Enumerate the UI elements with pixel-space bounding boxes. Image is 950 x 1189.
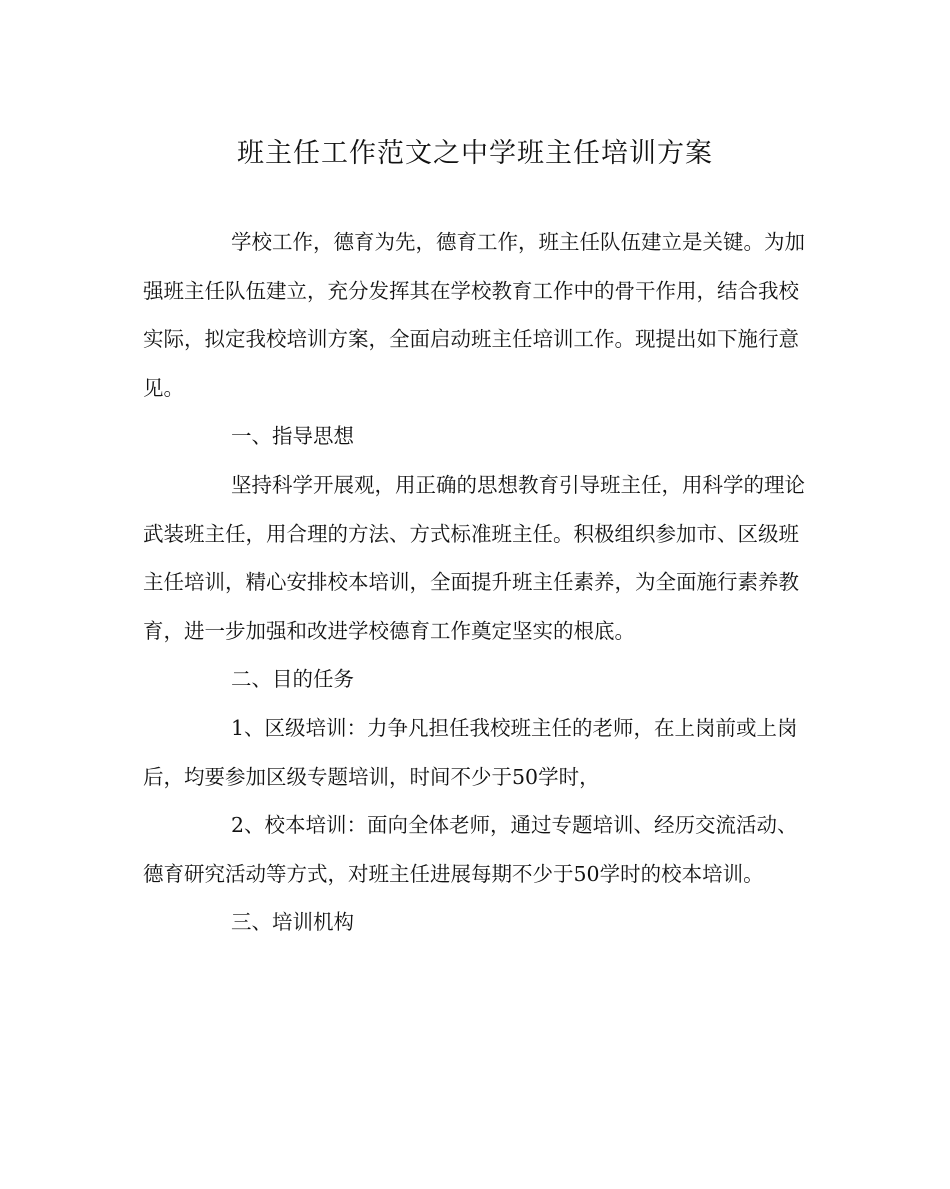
section-heading-goals-tasks: 二、目的任务 bbox=[231, 667, 354, 692]
document-body bbox=[143, 218, 807, 947]
paragraph-guiding-ideology: 坚持科学开展观，用正确的思想教育引导班主任，用科学的理论武装班主任，用合理的方法、方式标准班主任。积极组织参加市、区级班主任培训，精心安排校本培训，全面提升班主任素养，为全面施行素养教育，进一步加强和改进学校德育工作奠定坚实的根底。 bbox=[143, 472, 805, 643]
section-heading-training-organization: 三、培训机构 bbox=[231, 910, 354, 935]
section-heading-guiding-ideology: 一、指导思想 bbox=[231, 424, 354, 449]
document-title: 班主任工作范文之中学班主任培训方案 bbox=[237, 138, 713, 169]
paragraph-intro: 学校工作，德育为先，德育工作，班主任队伍建立是关键。为加强班主任队伍建立，充分发挥其在学校教育工作中的骨干作用，结合我校实际，拟定我校培训方案，全面启动班主任培训工作。现提出如下施行意见。 bbox=[143, 230, 805, 400]
paragraph-district-training: 1、区级培训：力争凡担任我校班主任的老师，在上岗前或上岗后，均要参加区级专题培训，时间不少于50学时， bbox=[143, 715, 798, 789]
paragraph-school-training: 2、校本培训：面向全体老师，通过专题培训、经历交流活动、德育研究活动等方式，对班主任进展每期不少于50学时的校本培训。 bbox=[143, 813, 798, 886]
